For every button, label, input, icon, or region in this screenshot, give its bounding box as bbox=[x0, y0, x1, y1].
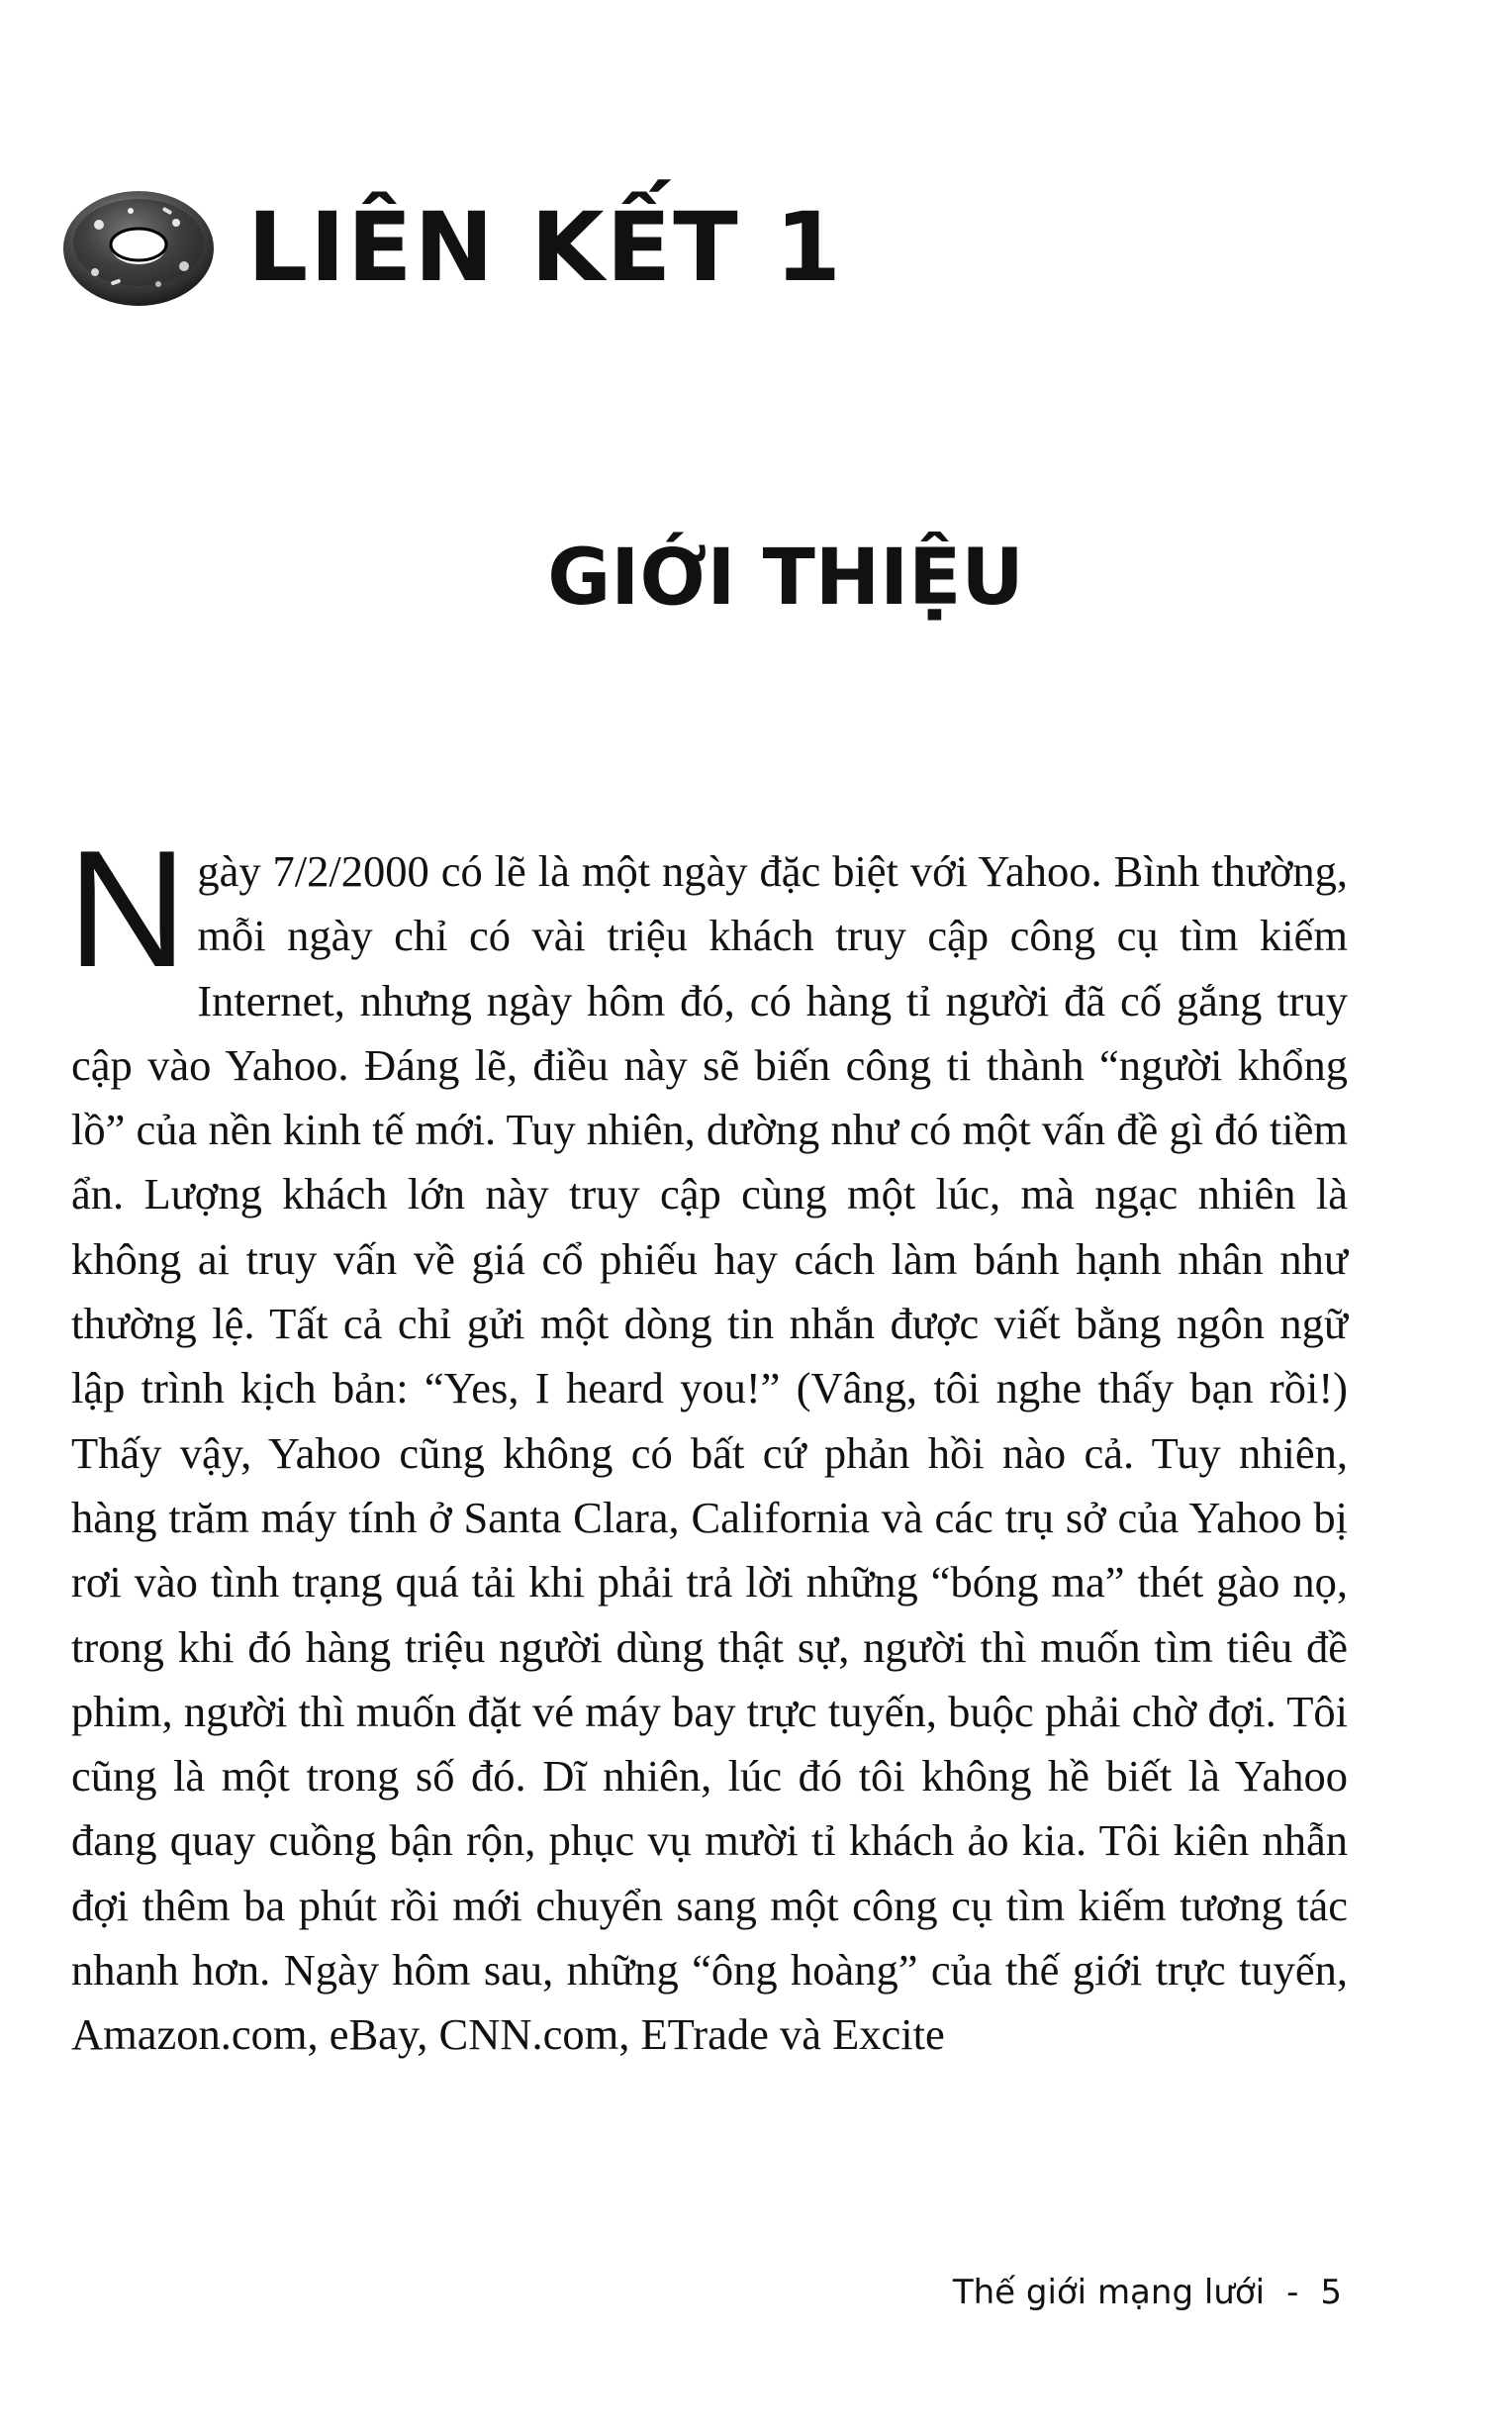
footer-separator: - bbox=[1286, 2273, 1299, 2312]
chapter-header bbox=[59, 178, 843, 317]
section-title: GIỚI THIỆU bbox=[547, 534, 1024, 623]
donut-icon bbox=[59, 183, 218, 312]
chapter-title: LIÊN KẾT 1 bbox=[247, 192, 843, 303]
book-title: Thế giới mạng lưới bbox=[952, 2273, 1266, 2312]
drop-cap: N bbox=[67, 816, 188, 1002]
paragraph-text: gày 7/2/2000 có lẽ là một ngày đặc biệt với Yahoo. Bình thường, mỗi ngày chỉ có vài triệu khách truy cập công cụ tìm kiếm Internet, nhưng ngày hôm đó, có hàng tỉ người đã cố gắng truy cập vào Yahoo. Đáng lẽ, điều này sẽ biến công ti thành “người khổng lồ” của nền kinh tế mới. Tuy nhiên, dường như có một vấn đề gì đó tiềm ẩn. Lượng khách lớn này truy cập cùng một lúc, mà ngạc nhiên là không ai truy vấn về giá cổ phiếu hay cách làm bánh hạnh nhân như thường lệ. Tất cả chỉ gửi một dòng tin nhắn được viết bằng ngôn ngữ lập trình kịch bản: “Yes, I heard you!” (Vâng, tôi nghe thấy bạn rồi!) Thấy vậy, Yahoo cũng không có bất cứ phản hồi nào cả. Tuy nhiên, hàng trăm máy tính ở Santa Clara, California và các trụ sở của Yahoo bị rơi vào tình trạng quá tải khi phải trả lời những “bóng ma” thét gào nọ, trong khi đó hàng triệu người dùng thật sự, người thì muốn tìm tiêu đề phim, người thì muốn đặt vé máy bay trực tuyến, buộc phải chờ đợi. Tôi cũng là một trong số đó. Dĩ nhiên, lúc đó tôi không hề biết là Yahoo đang quay cuồng bận rộn, phục vụ mười tỉ khách ảo kia. Tôi kiên nhẫn đợi thêm ba phút rồi mới chuyển sang một công cụ tìm kiếm tương tác nhanh hơn. Ngày hôm sau, những “ông hoàng” của thế giới trực tuyến, Amazon.com, eBay, CNN.com, ETrade và Excite bbox=[71, 846, 1348, 2060]
page-footer bbox=[953, 2273, 1342, 2312]
page-number: 5 bbox=[1320, 2273, 1342, 2312]
body-paragraph bbox=[67, 816, 1348, 2068]
